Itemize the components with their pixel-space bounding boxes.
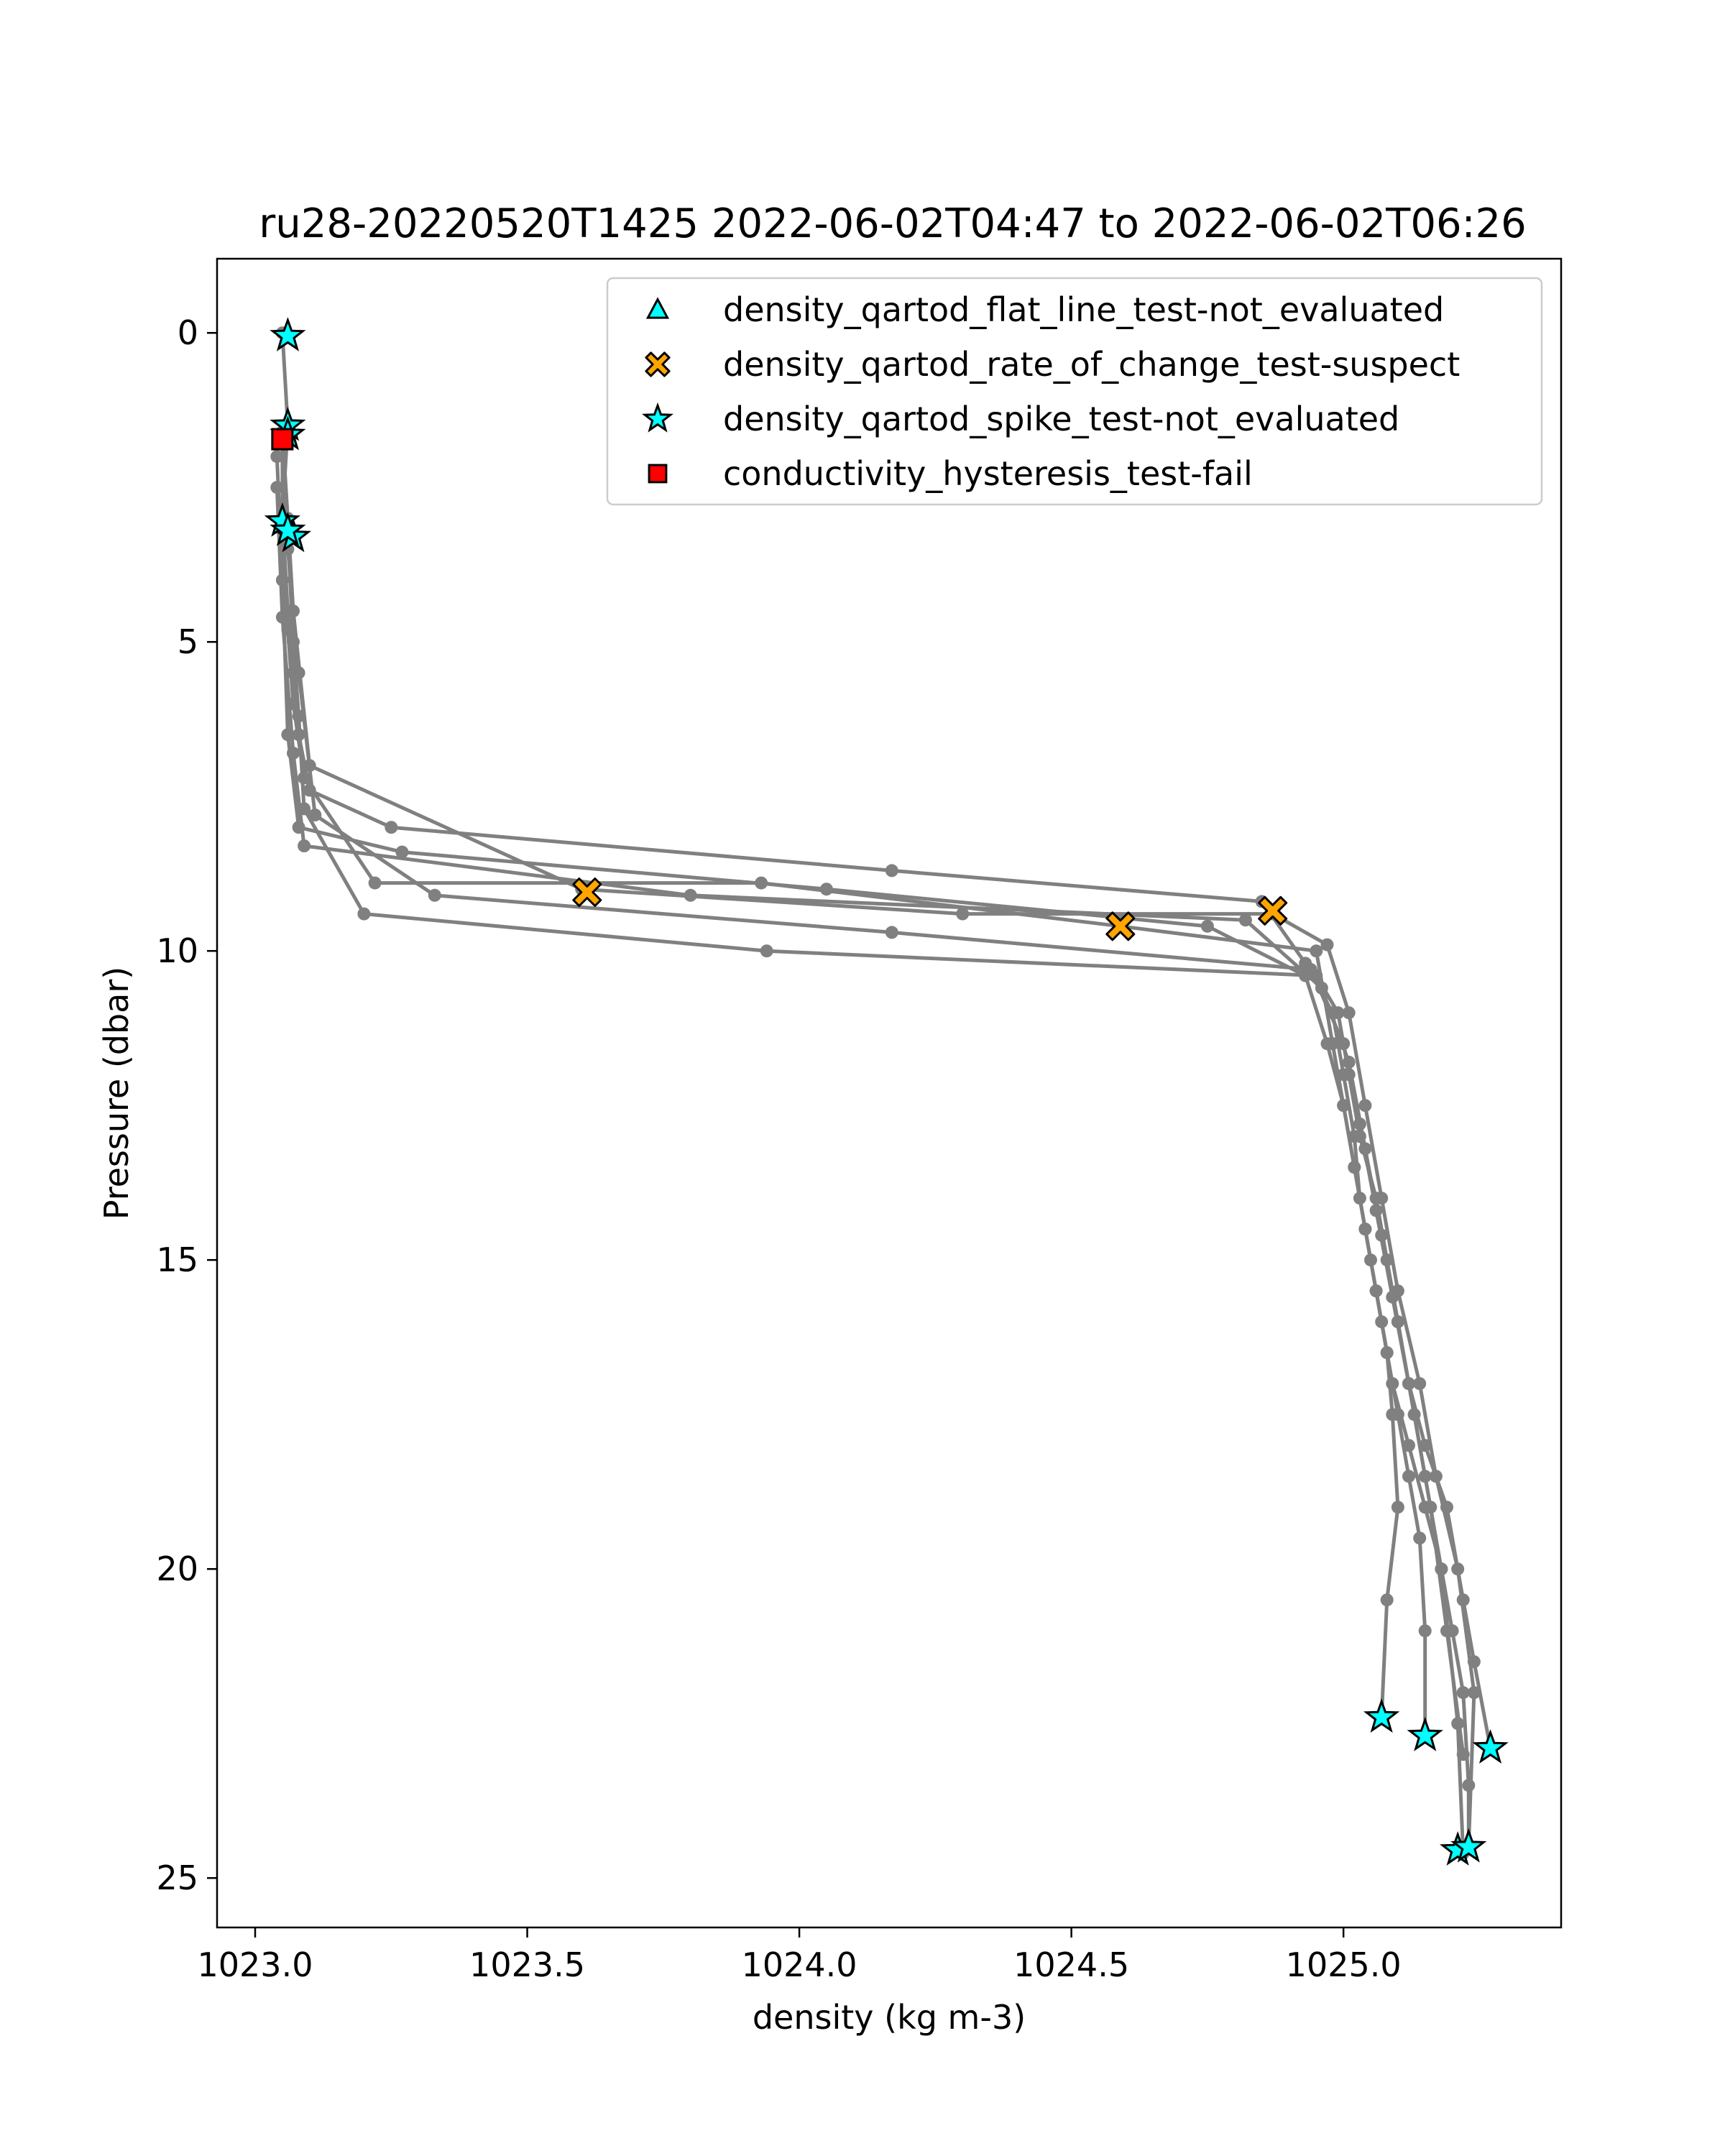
profile-point [684, 889, 697, 902]
profile-point [1451, 1562, 1464, 1575]
legend-label: density_qartod_spike_test-not_evaluated [723, 400, 1400, 438]
profile-point [1337, 1099, 1350, 1112]
legend-entry [649, 454, 1253, 493]
y-tick-label: 20 [156, 1549, 198, 1589]
profile-point [1321, 1037, 1334, 1050]
profile-point [1321, 939, 1334, 952]
legend [607, 278, 1542, 505]
x-tick-label: 1024.0 [741, 1945, 857, 1984]
y-tick-label: 15 [156, 1240, 198, 1280]
profile-point [1392, 1315, 1404, 1328]
profile-point [886, 926, 898, 939]
square-marker [272, 429, 293, 449]
legend-entry [645, 400, 1399, 438]
profile-point [357, 908, 370, 921]
x-tick-label: 1024.5 [1013, 1945, 1130, 1984]
profile-point [298, 839, 310, 852]
profile-point [760, 944, 773, 957]
profile-point [1370, 1284, 1383, 1297]
profile-point [1381, 1593, 1394, 1606]
profile-point [287, 747, 300, 760]
series-conductivity_hysteresis_test-fail [272, 429, 293, 449]
profile-point [1358, 1142, 1371, 1155]
profile-point [1381, 1346, 1394, 1359]
profile-point [1375, 1229, 1388, 1242]
legend-label: density_qartod_rate_of_change_test-suspect [723, 345, 1460, 384]
y-tick-label: 25 [156, 1858, 198, 1898]
profile-point [1315, 982, 1328, 995]
y-axis-label: Pressure (dbar) [97, 966, 136, 1220]
profile-point [1424, 1501, 1437, 1514]
legend-label: conductivity_hysteresis_test-fail [723, 454, 1253, 493]
profile-point [1343, 1006, 1356, 1019]
legend-entry [646, 345, 1460, 384]
profile-point [1392, 1501, 1404, 1514]
profile-point [270, 481, 283, 494]
x-tick-label: 1023.0 [197, 1945, 313, 1984]
profile-point [308, 808, 321, 821]
profile-point [820, 883, 833, 895]
profile-point [1310, 944, 1322, 957]
legend-entry [648, 290, 1444, 329]
profile-point [1239, 913, 1252, 926]
x-tick-label: 1025.0 [1285, 1945, 1402, 1984]
x-axis-label: density (kg m-3) [752, 1998, 1026, 2037]
y-tick-label: 10 [156, 931, 198, 971]
profile-point [1358, 1222, 1371, 1235]
chart-title: ru28-20220520T1425 2022-06-02T04:47 to 2022-06-02T06:26 [259, 201, 1527, 247]
y-tick-label: 5 [177, 622, 198, 662]
profile-point [385, 821, 397, 834]
profile-point [369, 877, 382, 890]
x-tick-label: 1023.5 [469, 1945, 586, 1984]
profile-point [1408, 1408, 1421, 1421]
profile-point [1413, 1531, 1426, 1544]
profile-point [1462, 1779, 1475, 1792]
profile-point [1402, 1470, 1415, 1483]
profile-point [1343, 1056, 1356, 1069]
profile-point [886, 864, 898, 877]
profile-point [1358, 1099, 1371, 1112]
profile-point [293, 666, 305, 679]
profile-point [1201, 920, 1214, 933]
legend-square-icon [649, 465, 666, 482]
profile-point [276, 611, 289, 624]
profile-point [1419, 1624, 1432, 1637]
legend-label: density_qartod_flat_line_test-not_evaluated [723, 290, 1445, 329]
profile-point [1468, 1686, 1481, 1699]
profile-point [1457, 1748, 1470, 1761]
y-tick-label: 0 [177, 313, 198, 353]
profile-point [1386, 1408, 1399, 1421]
profile-point [1440, 1624, 1453, 1637]
profile-point [1348, 1161, 1361, 1174]
profile-point [428, 889, 441, 902]
